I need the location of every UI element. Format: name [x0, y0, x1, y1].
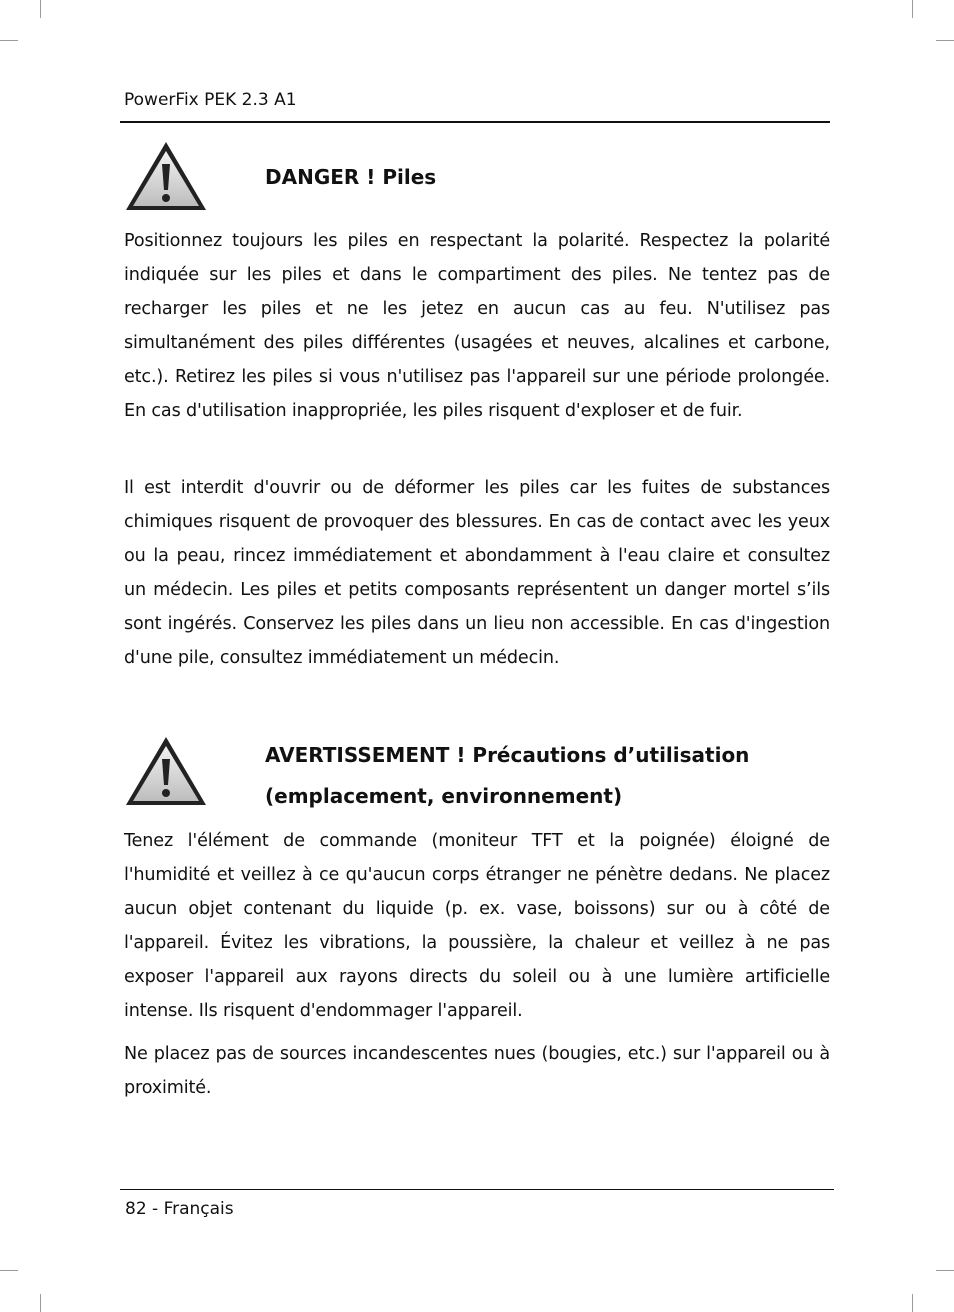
crop-mark — [912, 1294, 913, 1312]
page-footer: 82 - Français — [125, 1199, 234, 1219]
paragraph: Positionnez toujours les piles en respectant la polarité. Respectez la polarité indiquée sur les piles et dans le compartiment des piles. Ne tentez pas de recharger les piles et ne les jetez en aucun cas au feu. N'utilisez pas simultanément des piles différentes (usagées et neuves, alcalines et carbone, etc.). Retirez les piles si vous n'utilisez pas l'appareil sur une période prolongée. En cas d'utilisation inappropriée, les piles risquent d'exploser et de fuir. — [124, 231, 830, 421]
section-title-warning — [265, 735, 835, 817]
page-header: PowerFix PEK 2.3 A1 — [124, 90, 297, 110]
footer-divider — [120, 1189, 834, 1190]
header-divider — [120, 121, 830, 123]
paragraph: Ne placez pas de sources incandescentes nues (bougies, etc.) sur l'appareil ou à proximité. — [124, 1044, 830, 1098]
crop-mark — [40, 1294, 41, 1312]
crop-mark — [0, 1270, 18, 1271]
crop-mark — [936, 1270, 954, 1271]
crop-mark — [0, 40, 18, 41]
paragraph: Il est interdit d'ouvrir ou de déformer les piles car les fuites de substances chimiques risquent de provoquer des blessures. En cas de contact avec les yeux ou la peau, rincez immédiatement et abondamment à l'eau claire et consultez un médecin. Les piles et petits composants représentent un danger mortel s’ils sont ingérés. Conservez les piles dans un lieu non accessible. En cas d'ingestion d'une pile, consultez immédiatement un médecin. — [124, 478, 830, 668]
section-title-line: AVERTISSEMENT ! Précautions d’utilisation — [265, 743, 750, 767]
crop-mark — [936, 40, 954, 41]
section-title-line: (emplacement, environnement) — [265, 784, 623, 808]
warning-triangle-icon — [124, 140, 208, 212]
section-title-danger: DANGER ! Piles — [265, 165, 437, 189]
warning-triangle-icon — [124, 735, 208, 807]
paragraph: Tenez l'élément de commande (moniteur TFT et la poignée) éloigné de l'humidité et veillez à ce qu'aucun corps étranger ne pénètre dedans. Ne placez aucun objet contenant du liquide (p. ex. vase, boissons) sur ou à côté de l'appareil. Évitez les vibrations, la poussière, la chaleur et veillez à ne pas exposer l'appareil aux rayons directs du soleil ou à une lumière artificielle intense. Ils risquent d'endommager l'appareil. — [124, 831, 830, 1021]
crop-mark — [912, 0, 913, 18]
crop-mark — [40, 0, 41, 18]
